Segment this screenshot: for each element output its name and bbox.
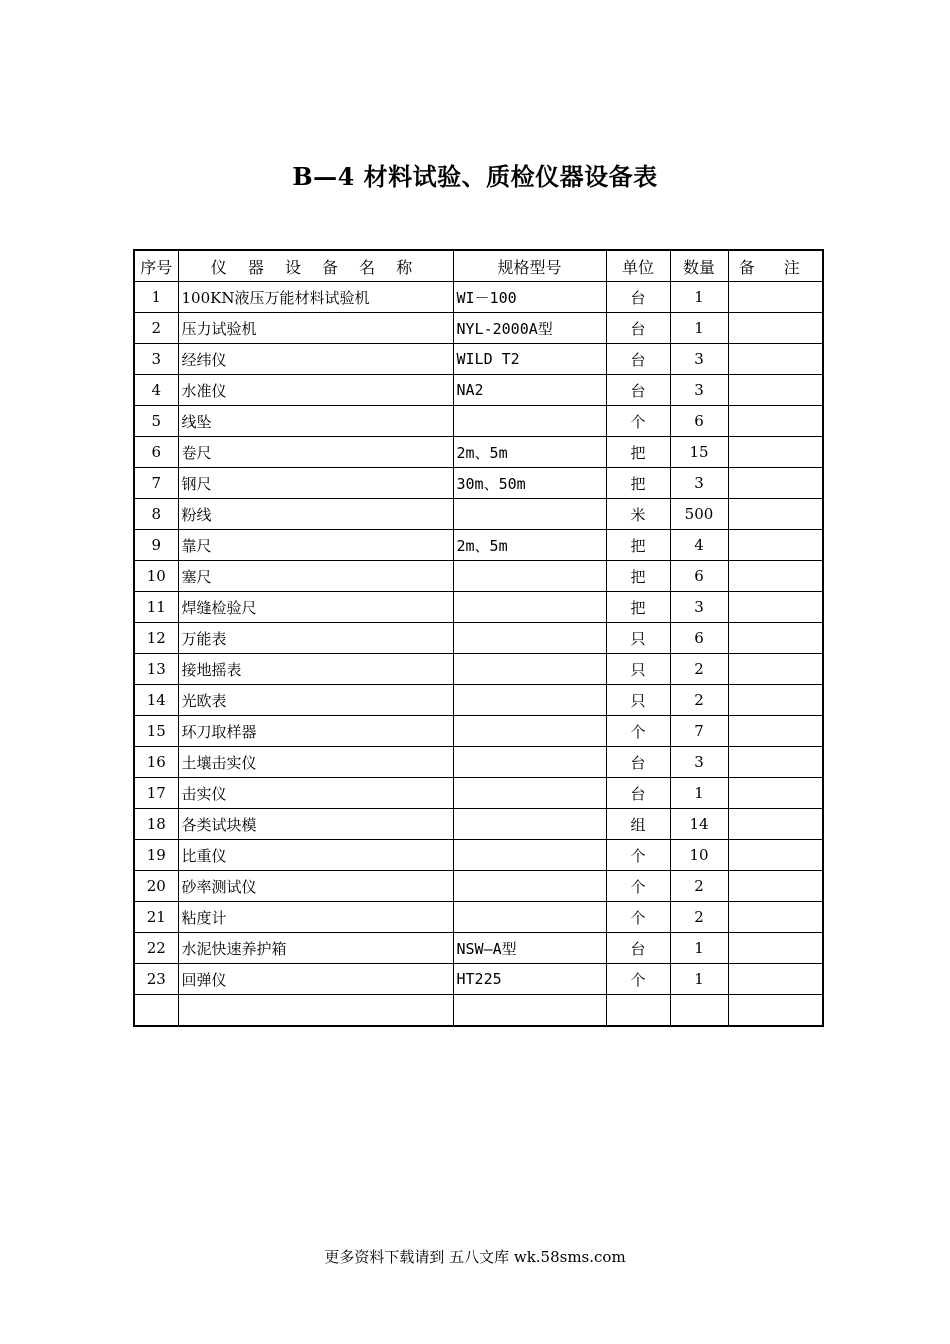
- table-header-row: [134, 250, 823, 282]
- cell-name: 水准仪: [178, 375, 453, 406]
- cell-spec: NYL-2000A型: [453, 313, 606, 344]
- cell-unit: 个: [606, 964, 670, 995]
- header-no: 序号: [134, 250, 178, 282]
- table-row: [134, 623, 823, 654]
- cell-unit: 台: [606, 344, 670, 375]
- cell-spec: NSW—A型: [453, 933, 606, 964]
- cell-note: [728, 933, 823, 964]
- table-row: [134, 685, 823, 716]
- cell-qty: 15: [670, 437, 728, 468]
- cell-no: 9: [134, 530, 178, 561]
- cell-no: [134, 995, 178, 1027]
- cell-name: 靠尺: [178, 530, 453, 561]
- cell-no: 21: [134, 902, 178, 933]
- cell-qty: 2: [670, 902, 728, 933]
- cell-qty: 2: [670, 654, 728, 685]
- cell-qty: 3: [670, 468, 728, 499]
- cell-name: 回弹仪: [178, 964, 453, 995]
- cell-no: 6: [134, 437, 178, 468]
- equipment-table: [133, 249, 824, 1027]
- cell-spec: [453, 747, 606, 778]
- cell-note: [728, 592, 823, 623]
- cell-unit: 台: [606, 747, 670, 778]
- cell-name: 土壤击实仪: [178, 747, 453, 778]
- cell-qty: 4: [670, 530, 728, 561]
- cell-qty: 3: [670, 344, 728, 375]
- cell-spec: 30m、50m: [453, 468, 606, 499]
- header-name: 仪 器 设 备 名 称: [178, 250, 453, 282]
- table-row: [134, 840, 823, 871]
- cell-spec: WI－100: [453, 282, 606, 313]
- cell-no: 3: [134, 344, 178, 375]
- cell-note: [728, 685, 823, 716]
- cell-note: [728, 468, 823, 499]
- header-qty: 数量: [670, 250, 728, 282]
- cell-note: [728, 375, 823, 406]
- cell-note: [728, 747, 823, 778]
- cell-note: [728, 871, 823, 902]
- cell-no: 8: [134, 499, 178, 530]
- cell-spec: HT225: [453, 964, 606, 995]
- cell-spec: [453, 685, 606, 716]
- table-row: [134, 561, 823, 592]
- cell-name: 粘度计: [178, 902, 453, 933]
- cell-spec: [453, 406, 606, 437]
- table-row: [134, 437, 823, 468]
- cell-unit: 台: [606, 313, 670, 344]
- cell-unit: 只: [606, 623, 670, 654]
- cell-unit: 台: [606, 778, 670, 809]
- cell-name: 接地摇表: [178, 654, 453, 685]
- table-row: [134, 933, 823, 964]
- cell-qty: 6: [670, 623, 728, 654]
- cell-unit: 个: [606, 902, 670, 933]
- cell-spec: [453, 592, 606, 623]
- cell-no: 5: [134, 406, 178, 437]
- table-row: [134, 654, 823, 685]
- table-row: [134, 716, 823, 747]
- cell-unit: 台: [606, 375, 670, 406]
- cell-unit: 个: [606, 840, 670, 871]
- table-row: [134, 902, 823, 933]
- cell-no: 16: [134, 747, 178, 778]
- cell-note: [728, 344, 823, 375]
- cell-no: 20: [134, 871, 178, 902]
- cell-note: [728, 282, 823, 313]
- cell-name: 粉线: [178, 499, 453, 530]
- cell-spec: [453, 902, 606, 933]
- cell-note: [728, 716, 823, 747]
- cell-unit: [606, 995, 670, 1027]
- table-row: [134, 375, 823, 406]
- cell-qty: 7: [670, 716, 728, 747]
- cell-name: 塞尺: [178, 561, 453, 592]
- cell-unit: 台: [606, 282, 670, 313]
- cell-name: 光欧表: [178, 685, 453, 716]
- cell-note: [728, 809, 823, 840]
- cell-spec: [453, 809, 606, 840]
- cell-no: 13: [134, 654, 178, 685]
- cell-name: 焊缝检验尺: [178, 592, 453, 623]
- cell-name: 压力试验机: [178, 313, 453, 344]
- cell-no: 12: [134, 623, 178, 654]
- cell-no: 7: [134, 468, 178, 499]
- header-spec: 规格型号: [453, 250, 606, 282]
- table-row: [134, 871, 823, 902]
- cell-no: 23: [134, 964, 178, 995]
- cell-no: 2: [134, 313, 178, 344]
- cell-qty: 1: [670, 964, 728, 995]
- cell-spec: NA2: [453, 375, 606, 406]
- cell-name: 比重仪: [178, 840, 453, 871]
- cell-qty: 6: [670, 561, 728, 592]
- cell-name: 钢尺: [178, 468, 453, 499]
- cell-qty: 2: [670, 685, 728, 716]
- cell-note: [728, 840, 823, 871]
- cell-spec: [453, 871, 606, 902]
- header-note: 备 注: [728, 250, 823, 282]
- cell-note: [728, 561, 823, 592]
- cell-no: 15: [134, 716, 178, 747]
- cell-unit: 个: [606, 406, 670, 437]
- cell-qty: 1: [670, 313, 728, 344]
- table-row: [134, 778, 823, 809]
- cell-no: 1: [134, 282, 178, 313]
- cell-note: [728, 654, 823, 685]
- table-row: [134, 313, 823, 344]
- cell-no: 10: [134, 561, 178, 592]
- cell-spec: [453, 654, 606, 685]
- cell-name: 砂率测试仪: [178, 871, 453, 902]
- cell-note: [728, 623, 823, 654]
- cell-spec: [453, 778, 606, 809]
- cell-spec: [453, 716, 606, 747]
- header-unit: 单位: [606, 250, 670, 282]
- table-row: [134, 406, 823, 437]
- cell-name: 经纬仪: [178, 344, 453, 375]
- cell-qty: 1: [670, 778, 728, 809]
- table-row: [134, 592, 823, 623]
- cell-qty: 10: [670, 840, 728, 871]
- table-row: [134, 964, 823, 995]
- table-row: [134, 809, 823, 840]
- cell-qty: 2: [670, 871, 728, 902]
- cell-note: [728, 902, 823, 933]
- cell-unit: 把: [606, 468, 670, 499]
- table-body: [134, 282, 823, 1027]
- cell-unit: 台: [606, 933, 670, 964]
- cell-name: 各类试块模: [178, 809, 453, 840]
- cell-qty: 1: [670, 933, 728, 964]
- cell-unit: 把: [606, 530, 670, 561]
- cell-unit: 只: [606, 685, 670, 716]
- cell-unit: 把: [606, 561, 670, 592]
- cell-no: 14: [134, 685, 178, 716]
- cell-note: [728, 499, 823, 530]
- cell-no: 18: [134, 809, 178, 840]
- cell-name: 水泥快速养护箱: [178, 933, 453, 964]
- cell-qty: 14: [670, 809, 728, 840]
- cell-qty: 500: [670, 499, 728, 530]
- cell-spec: [453, 623, 606, 654]
- cell-name: [178, 995, 453, 1027]
- cell-unit: 组: [606, 809, 670, 840]
- table-row: [134, 747, 823, 778]
- cell-name: 100KN液压万能材料试验机: [178, 282, 453, 313]
- cell-unit: 把: [606, 592, 670, 623]
- cell-note: [728, 778, 823, 809]
- cell-qty: 1: [670, 282, 728, 313]
- cell-name: 线坠: [178, 406, 453, 437]
- cell-spec: [453, 561, 606, 592]
- cell-qty: [670, 995, 728, 1027]
- table-row: [134, 468, 823, 499]
- cell-unit: 把: [606, 437, 670, 468]
- cell-note: [728, 313, 823, 344]
- table-row: [134, 530, 823, 561]
- cell-unit: 个: [606, 871, 670, 902]
- cell-spec: 2m、5m: [453, 437, 606, 468]
- cell-spec: [453, 995, 606, 1027]
- table-row: [134, 344, 823, 375]
- cell-no: 22: [134, 933, 178, 964]
- cell-no: 4: [134, 375, 178, 406]
- cell-unit: 米: [606, 499, 670, 530]
- cell-name: 卷尺: [178, 437, 453, 468]
- cell-no: 17: [134, 778, 178, 809]
- table-row: [134, 499, 823, 530]
- cell-no: 19: [134, 840, 178, 871]
- page-title: B—4 材料试验、质检仪器设备表: [292, 162, 658, 191]
- cell-unit: 个: [606, 716, 670, 747]
- cell-note: [728, 406, 823, 437]
- cell-name: 击实仪: [178, 778, 453, 809]
- cell-note: [728, 964, 823, 995]
- cell-qty: 3: [670, 375, 728, 406]
- cell-spec: 2m、5m: [453, 530, 606, 561]
- table-row: [134, 282, 823, 313]
- cell-no: 11: [134, 592, 178, 623]
- cell-qty: 3: [670, 592, 728, 623]
- cell-note: [728, 530, 823, 561]
- cell-qty: 6: [670, 406, 728, 437]
- cell-spec: [453, 499, 606, 530]
- table-row: [134, 995, 823, 1027]
- cell-note: [728, 437, 823, 468]
- cell-note: [728, 995, 823, 1027]
- cell-qty: 3: [670, 747, 728, 778]
- cell-spec: [453, 840, 606, 871]
- cell-spec: WILD T2: [453, 344, 606, 375]
- cell-name: 万能表: [178, 623, 453, 654]
- footer-note: 更多资料下载请到 五八文库 wk.58sms.com: [324, 1248, 626, 1266]
- cell-name: 环刀取样器: [178, 716, 453, 747]
- cell-unit: 只: [606, 654, 670, 685]
